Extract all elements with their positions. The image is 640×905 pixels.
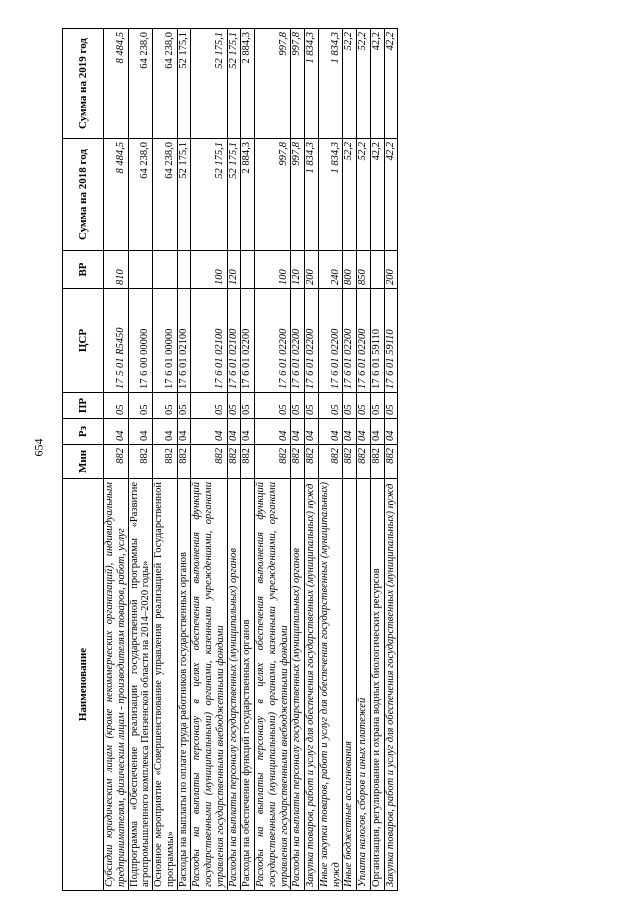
cell-vr: 100 <box>191 251 227 289</box>
cell-sum2019: 64 238,0 <box>153 29 178 139</box>
cell-pr: 05 <box>227 393 241 419</box>
cell-name: Расходы на выплаты персоналу в целях обеспечения выполнения функций государственными (муниципальными) органами, казенными учреждениями, органами управления государственными внебюджетными фондами <box>191 479 227 891</box>
header-name: Наименование <box>63 479 104 891</box>
cell-sum2019: 8 484,5 <box>104 29 129 139</box>
cell-sum2019: 997,8 <box>255 29 291 139</box>
cell-sum2018: 997,8 <box>291 139 305 251</box>
cell-vr: 800 <box>343 251 357 289</box>
cell-min: 882 <box>191 445 227 479</box>
cell-min: 882 <box>128 445 153 479</box>
cell-vr <box>153 251 178 289</box>
cell-rz: 04 <box>305 419 319 445</box>
cell-name: Субсидии юридическим лицам (кроме некоммерческих организаций), индивидуальным предпринимателям, физическим лицам - производителям товаров, работ, услуг <box>104 479 129 891</box>
cell-csr: 17 6 00 00000 <box>128 289 153 393</box>
cell-sum2019: 1 834,3 <box>305 29 319 139</box>
cell-csr: 17 6 01 59110 <box>384 289 398 393</box>
cell-min: 882 <box>104 445 129 479</box>
cell-pr: 05 <box>343 393 357 419</box>
table-row <box>305 29 319 891</box>
cell-min: 882 <box>241 445 255 479</box>
cell-vr <box>241 251 255 289</box>
cell-csr: 17 5 01 R5450 <box>104 289 129 393</box>
cell-rz: 04 <box>318 419 343 445</box>
cell-rz: 04 <box>153 419 178 445</box>
table-body <box>104 29 398 891</box>
cell-csr: 17 6 01 59110 <box>370 289 384 393</box>
cell-pr: 05 <box>370 393 384 419</box>
budget-table <box>62 28 398 891</box>
table-row <box>241 29 255 891</box>
cell-pr: 05 <box>384 393 398 419</box>
cell-min: 882 <box>357 445 371 479</box>
cell-vr <box>370 251 384 289</box>
cell-vr <box>128 251 153 289</box>
cell-vr: 810 <box>104 251 129 289</box>
cell-rz: 04 <box>128 419 153 445</box>
cell-vr: 120 <box>227 251 241 289</box>
cell-name: Расходы на выплаты персоналу в целях обеспечения выполнения функций государственными (муниципальными) органами, казенными учреждениями, органами управления государственными внебюджетными фондами <box>255 479 291 891</box>
cell-sum2018: 42,2 <box>384 139 398 251</box>
cell-name: Закупка товаров, работ и услуг для обеспечения государственных (муниципальных) нужд <box>384 479 398 891</box>
header-sum-2019: Сумма на 2019 год <box>63 29 104 139</box>
cell-vr <box>177 251 191 289</box>
cell-min: 882 <box>291 445 305 479</box>
cell-sum2018: 52 175,1 <box>191 139 227 251</box>
cell-sum2018: 1 834,3 <box>318 139 343 251</box>
cell-min: 882 <box>343 445 357 479</box>
cell-vr: 240 <box>318 251 343 289</box>
cell-rz: 04 <box>191 419 227 445</box>
cell-min: 882 <box>177 445 191 479</box>
cell-csr: 17 6 01 02100 <box>191 289 227 393</box>
table-row <box>104 29 129 891</box>
cell-sum2018: 52,2 <box>357 139 371 251</box>
table-row <box>291 29 305 891</box>
cell-name: Расходы на выплаты персоналу государственных (муниципальных) органов <box>291 479 305 891</box>
cell-sum2018: 64 238,0 <box>128 139 153 251</box>
cell-pr: 05 <box>128 393 153 419</box>
header-csr: ЦСР <box>63 289 104 393</box>
cell-pr: 05 <box>191 393 227 419</box>
cell-min: 882 <box>318 445 343 479</box>
cell-rz: 04 <box>104 419 129 445</box>
cell-name: Уплата налогов, сборов и иных платежей <box>357 479 371 891</box>
cell-csr: 17 6 01 02200 <box>318 289 343 393</box>
cell-sum2019: 52 175,1 <box>177 29 191 139</box>
cell-pr: 05 <box>255 393 291 419</box>
cell-min: 882 <box>227 445 241 479</box>
cell-pr: 05 <box>291 393 305 419</box>
table-row <box>343 29 357 891</box>
cell-pr: 05 <box>305 393 319 419</box>
page-number: 654 <box>31 438 46 457</box>
cell-sum2018: 1 834,3 <box>305 139 319 251</box>
cell-rz: 04 <box>291 419 305 445</box>
table-header-row <box>63 29 104 891</box>
table-row <box>384 29 398 891</box>
cell-name: Расходы на выплаты по оплате труда работников государственных органов <box>177 479 191 891</box>
cell-sum2019: 52 175,1 <box>227 29 241 139</box>
cell-pr: 05 <box>153 393 178 419</box>
cell-vr: 100 <box>255 251 291 289</box>
header-vr: ВР <box>63 251 104 289</box>
cell-csr: 17 6 01 02200 <box>305 289 319 393</box>
cell-sum2018: 42,2 <box>370 139 384 251</box>
cell-pr: 05 <box>357 393 371 419</box>
rotated-page-content <box>62 29 582 891</box>
cell-name: Иные бюджетные ассигнования <box>343 479 357 891</box>
cell-pr: 05 <box>241 393 255 419</box>
table-row <box>318 29 343 891</box>
cell-rz: 04 <box>343 419 357 445</box>
cell-csr: 17 6 01 02200 <box>291 289 305 393</box>
cell-csr: 17 6 01 02100 <box>177 289 191 393</box>
cell-sum2018: 52 175,1 <box>227 139 241 251</box>
cell-min: 882 <box>153 445 178 479</box>
cell-vr: 120 <box>291 251 305 289</box>
cell-csr: 17 6 01 02100 <box>227 289 241 393</box>
cell-min: 882 <box>255 445 291 479</box>
cell-rz: 04 <box>384 419 398 445</box>
cell-sum2019: 52,2 <box>357 29 371 139</box>
cell-rz: 04 <box>255 419 291 445</box>
cell-name: Расходы на обеспечение функций государственных органов <box>241 479 255 891</box>
cell-vr: 200 <box>305 251 319 289</box>
cell-sum2018: 52,2 <box>343 139 357 251</box>
table-row <box>153 29 178 891</box>
cell-sum2018: 8 484,5 <box>104 139 129 251</box>
cell-name: Организация, регулирование и охрана водных биологических ресурсов <box>370 479 384 891</box>
cell-sum2019: 997,8 <box>291 29 305 139</box>
cell-sum2019: 52,2 <box>343 29 357 139</box>
cell-csr: 17 6 01 02200 <box>357 289 371 393</box>
cell-csr: 17 6 01 02200 <box>255 289 291 393</box>
cell-min: 882 <box>305 445 319 479</box>
table-row <box>128 29 153 891</box>
table-row <box>177 29 191 891</box>
cell-rz: 04 <box>227 419 241 445</box>
cell-name: Закупка товаров, работ и услуг для обеспечения государственных (муниципальных) нужд <box>305 479 319 891</box>
cell-sum2019: 42,2 <box>370 29 384 139</box>
cell-csr: 17 6 01 02200 <box>343 289 357 393</box>
table-row <box>255 29 291 891</box>
cell-sum2019: 64 238,0 <box>128 29 153 139</box>
cell-sum2018: 997,8 <box>255 139 291 251</box>
cell-name: Основное мероприятие «Совершенствование управления реализацией Государственной программы» <box>153 479 178 891</box>
header-sum-2018: Сумма на 2018 год <box>63 139 104 251</box>
cell-sum2019: 52 175,1 <box>191 29 227 139</box>
cell-rz: 04 <box>177 419 191 445</box>
cell-name: Подпрограмма «Обеспечение реализации государственной программы «Развитие агропромышленного комплекса Пензенской области на 2014–2020 годы» <box>128 479 153 891</box>
cell-pr: 05 <box>104 393 129 419</box>
cell-rz: 04 <box>357 419 371 445</box>
table-row <box>191 29 227 891</box>
cell-pr: 05 <box>318 393 343 419</box>
cell-sum2019: 1 834,3 <box>318 29 343 139</box>
cell-min: 882 <box>370 445 384 479</box>
cell-csr: 17 6 01 00000 <box>153 289 178 393</box>
header-min: Мин <box>63 445 104 479</box>
cell-csr: 17 6 01 02200 <box>241 289 255 393</box>
cell-sum2018: 64 238,0 <box>153 139 178 251</box>
table-row <box>370 29 384 891</box>
cell-vr: 200 <box>384 251 398 289</box>
cell-sum2018: 52 175,1 <box>177 139 191 251</box>
cell-sum2018: 2 884,3 <box>241 139 255 251</box>
cell-min: 882 <box>384 445 398 479</box>
cell-sum2019: 42,2 <box>384 29 398 139</box>
cell-name: Расходы на выплаты персоналу государственных (муниципальных) органов <box>227 479 241 891</box>
cell-pr: 05 <box>177 393 191 419</box>
table-row <box>227 29 241 891</box>
cell-rz: 04 <box>370 419 384 445</box>
table-row <box>357 29 371 891</box>
header-rz: Рз <box>63 419 104 445</box>
cell-vr: 850 <box>357 251 371 289</box>
cell-rz: 04 <box>241 419 255 445</box>
cell-name: Иные закупки товаров, работ и услуг для обеспечения государственных (муниципальных) нужд <box>318 479 343 891</box>
cell-sum2019: 2 884,3 <box>241 29 255 139</box>
header-pr: ПР <box>63 393 104 419</box>
